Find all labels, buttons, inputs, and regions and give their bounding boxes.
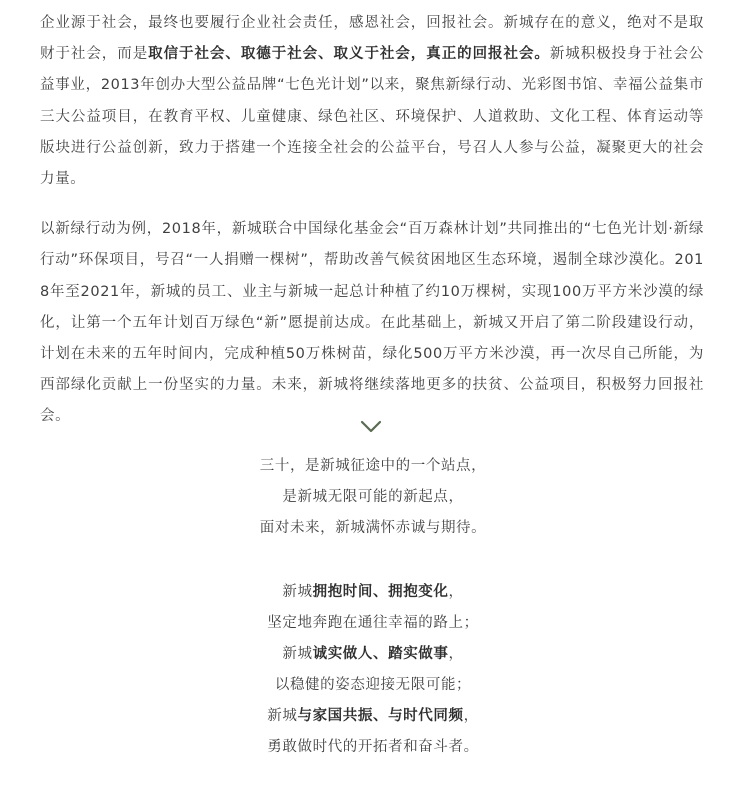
- verse-line: [0, 577, 746, 608]
- verse-line: 以稳健的姿态迎接无限可能；: [274, 677, 472, 693]
- verse-punctuation: ，: [448, 584, 464, 600]
- paragraph-green-action: 以新绿行动为例，2018年，新城联合中国绿化基金会“百万森林计划”共同推出的“七色光计划·新绿行动”环保项目，号召“一人捐赠一棵树”，帮助改善气候贫困地区生态环境，遏制全球沙漠化。2018年至2021年，新城的员工、业主与新城一起总计种植了约10万棵树，实现100万平方米沙漠的绿化，让第一个五年计划百万绿色“新”愿提前达成。在此基础上，新城又开启了第二阶段建设行动，计划在未来的五年时间内，完成种植50万株树苗，绿化500万平方米沙漠，再一次尽自己所能，为西部绿化贡献上一份坚实的力量。未来，新城将继续落地更多的扶贫、公益项目，积极努力回报社会。: [40, 221, 704, 425]
- chevron-down-icon: [360, 418, 382, 434]
- verse-subject: 新城: [282, 584, 313, 600]
- verse-line: [0, 701, 746, 732]
- verse-emphasis: 诚实做人、踏实做事: [312, 646, 449, 662]
- verse-emphasis: 与家国共振、与时代同频: [297, 708, 464, 724]
- verse-punctuation: ，: [448, 646, 464, 662]
- closing-verse-1: [0, 451, 746, 544]
- verse-line: [0, 639, 746, 670]
- closing-verse-2: [0, 577, 746, 763]
- article-body: [40, 8, 704, 433]
- verse-line: 面对未来，新城满怀赤诚与期待。: [259, 520, 487, 536]
- verse-subject: 新城: [282, 646, 313, 662]
- verse-emphasis: 拥抱时间、拥抱变化: [312, 584, 449, 600]
- verse-punctuation: ，: [463, 708, 479, 724]
- verse-subject: 新城: [267, 708, 298, 724]
- verse-line: 三十，是新城征途中的一个站点，: [259, 458, 487, 474]
- paragraph-text: 新城积极投身于社会公益事业，2013年创办大型公益品牌“七色光计划”以来，聚焦新绿行动、光彩图书馆、幸福公益集市三大公益项目，在教育平权、儿童健康、绿色社区、环境保护、人道救助、文化工程、体育运动等版块进行公益创新，致力于搭建一个连接全社会的公益平台，号召人人参与公益，凝聚更大的社会力量。: [40, 46, 705, 188]
- paragraph-text: 企业源于社会，最终也要履行企业社会责任，感恩社会，回报社会。新城存在的意义，绝对不是取财于社会，而是: [40, 15, 704, 63]
- verse-line: 坚定地奔跑在通往幸福的路上；: [267, 615, 479, 631]
- paragraph-emphasis: 取信于社会、取德于社会、取义于社会，真正的回报社会。: [148, 46, 550, 63]
- paragraph-social-responsibility: [40, 8, 704, 195]
- verse-line: 勇敢做时代的开拓者和奋斗者。: [267, 739, 479, 755]
- verse-line: 是新城无限可能的新起点，: [282, 489, 464, 505]
